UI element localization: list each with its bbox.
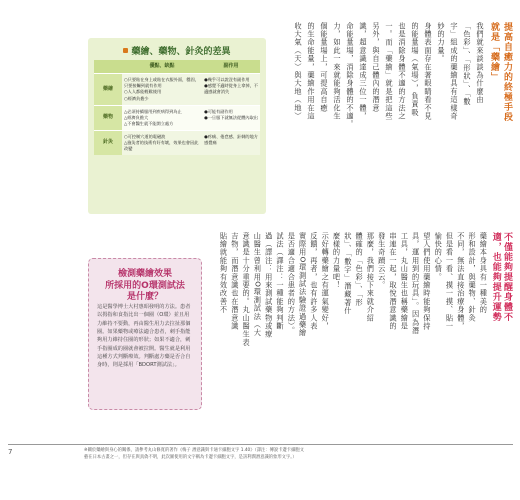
text-column: 示好轉藥繪之有運氣變好， <box>321 232 331 331</box>
section-heading: 就是「藥繪」 <box>489 22 499 82</box>
text-column: 但是看一看、摸一摸、貼一 <box>445 232 455 331</box>
text-column: 發生奇蹟云云。 <box>377 232 387 290</box>
footnote-divider <box>8 444 513 445</box>
list-item: △必須持續服用到疾病得到為止 <box>124 108 182 114</box>
section-heading: 適，也能夠提升運勢 <box>490 232 501 322</box>
text-column: 意識是十分重要的。丸山醫生表 <box>242 232 252 347</box>
text-column: 我們就來談談為什麼由 <box>476 22 485 104</box>
list-item: ●可能有副作用 <box>204 108 233 114</box>
text-column: 是否適合適合患者的方法）。 <box>287 232 297 335</box>
list-item: △施灸者的技術有好有壞，效果也會因此改變 <box>124 140 199 152</box>
callout-body: 這是醫學博士大村惠昭發明的方法。患者以拇指和食指比出一個圈（O環）並且用力維持不要動，再由醫生用力去拉扯那個圈。如果藥物或療法適合患者，刺手指能夠用力維持住圈的形狀；如果不適合，刺手指圈成的圈就會被拉開。醫生就是利用這種方式判斷療效。判斷處方藥是否合自身時，則是採用「BDORT測試法」。 <box>97 304 191 369</box>
bullet-square-icon <box>123 48 128 53</box>
text-column: 收大氣（天）與大地（地） <box>294 22 303 121</box>
footnote: ※關於藥繪與身心的關係，請參考丸山修寬的著作《梅子 潛意識與卡通卡細胞文字 1.40》（譯注：傳說卡邊卡細胞文 藝在日本古畫之一，但存在與真偽不明，此次圖使用的文字稱為卡邊卡細胞文字，是該利潤潛意識的象形文字。） <box>84 448 304 460</box>
pros-cell <box>122 74 202 105</box>
text-column: 力，如此一來就能夠活化生 <box>333 22 342 121</box>
text-column: 體確的「色彩」、「形 <box>355 232 365 307</box>
text-column: 過（譯注：用來測試藥物或療 <box>264 232 274 339</box>
table-row <box>94 74 260 105</box>
table-header-empty <box>94 60 122 74</box>
text-column: 「色彩」、「形狀」、「數 <box>463 22 472 106</box>
table-title <box>88 44 266 57</box>
comparison-table <box>94 60 260 155</box>
text-column: 也是消除身體不適的方法之 <box>398 22 407 121</box>
list-item: ●感覺不適時從身上拿掉，不適感就會消失 <box>204 83 258 95</box>
callout-heading: 檢測藥繪效果 所採用的O環測試法 是什麼？ <box>105 269 185 303</box>
text-column: 藥繪本身具有一種美的 <box>479 232 489 314</box>
row-label: 藥物 <box>94 105 122 130</box>
text-column: 形和設計，與藥物、針灸 <box>468 232 478 323</box>
list-item: △不會醫生就不能開立處方 <box>124 120 174 126</box>
table-header-pros: 優點、缺點 <box>122 60 202 74</box>
list-item: ●一旦服下就無法從體內取出 <box>204 114 258 120</box>
text-column: 麼樣的力量吧！ <box>332 232 342 290</box>
side-effects-cell <box>202 105 260 130</box>
text-column: 身體表面存在著眼睛看不見 <box>424 22 433 121</box>
table-header-side-effects: 副作用 <box>202 60 260 74</box>
text-column: 一。而「藥繪」就是把這些 <box>385 22 394 121</box>
text-column: 命能量場，消除身體的不適。 <box>346 22 355 129</box>
table-title-text: 藥繪、藥物、針灸的差異 <box>131 47 231 57</box>
text-column: 另外，與自己體內的潛意 <box>372 22 381 113</box>
row-label: 藥繪 <box>94 74 122 105</box>
pros-cell <box>122 105 202 130</box>
table-row <box>94 105 260 130</box>
row-label: 針灸 <box>94 130 122 155</box>
text-column: 工具，丸山醫生也稱藥繪是 <box>400 232 410 331</box>
text-column: 實際用O環測試法驗證過藥繪 <box>298 232 308 338</box>
page-number: 7 <box>8 448 13 456</box>
text-column: 具，運用到的玩具」。因為潛 <box>411 232 421 335</box>
text-column: 字」組成的藥繪具有這樣奇 <box>450 22 459 121</box>
text-column: 試法（譯注：一種能夠判斷 <box>276 232 285 331</box>
text-column: 的生命能量，藥繪作用在這 <box>307 22 316 121</box>
side-effects-cell <box>202 130 260 155</box>
text-column: 貼繪就能夠有效改善不 <box>219 232 229 314</box>
list-item: ●幾乎可以說沒有副作用 <box>204 77 250 83</box>
list-item: ○只要貼在身上或貼在衣服外面，穩固，只要接觸到就有作用 <box>124 77 199 89</box>
list-item: △經濟負擔大 <box>124 114 149 120</box>
text-column: 不同，無法直接治療身體， <box>456 232 466 331</box>
text-column: 反饋，再者，也有許多人表 <box>309 232 319 331</box>
text-column: 那麼，我們接下來就介紹 <box>366 232 376 323</box>
o-ring-callout <box>88 258 202 410</box>
table-row <box>94 130 260 155</box>
pros-cell <box>122 130 202 155</box>
text-column: 愉快的心情。 <box>434 232 444 282</box>
comparison-table-card <box>88 38 266 214</box>
list-item: ○經濟負擔少 <box>124 95 149 101</box>
text-column: 妙的力量。 <box>437 22 446 63</box>
list-item: ○人人都能輕鬆使用 <box>124 89 162 95</box>
text-column: 個能量場上，可提高自癒 <box>320 22 329 113</box>
text-column: 狀」、「數字」潛藏著什 <box>343 232 353 315</box>
section-heading: 提高自癒力的終極手段 <box>502 22 512 122</box>
text-column: 識，超意識達成三位一體， <box>359 22 368 121</box>
text-column: 的能量場（氣場），負責吸 <box>411 22 420 117</box>
side-effects-cell <box>202 74 260 105</box>
section-heading: 不僅能夠提醒身體不 <box>502 232 512 322</box>
text-column: 望人們使用藥繪時能夠保持 <box>422 232 432 331</box>
text-column: 串連在一起，取悅潛意識的 <box>389 232 398 331</box>
text-column: 山醫生曾利用O環測試法（大 <box>253 232 263 338</box>
list-item: ○可控制穴道的電磁波 <box>124 133 166 139</box>
text-column: 吉物，而潛意識也在潛意識 <box>230 232 240 331</box>
list-item: ●疼痛、倦怠感、針刺的地方感覺痛 <box>204 133 258 145</box>
